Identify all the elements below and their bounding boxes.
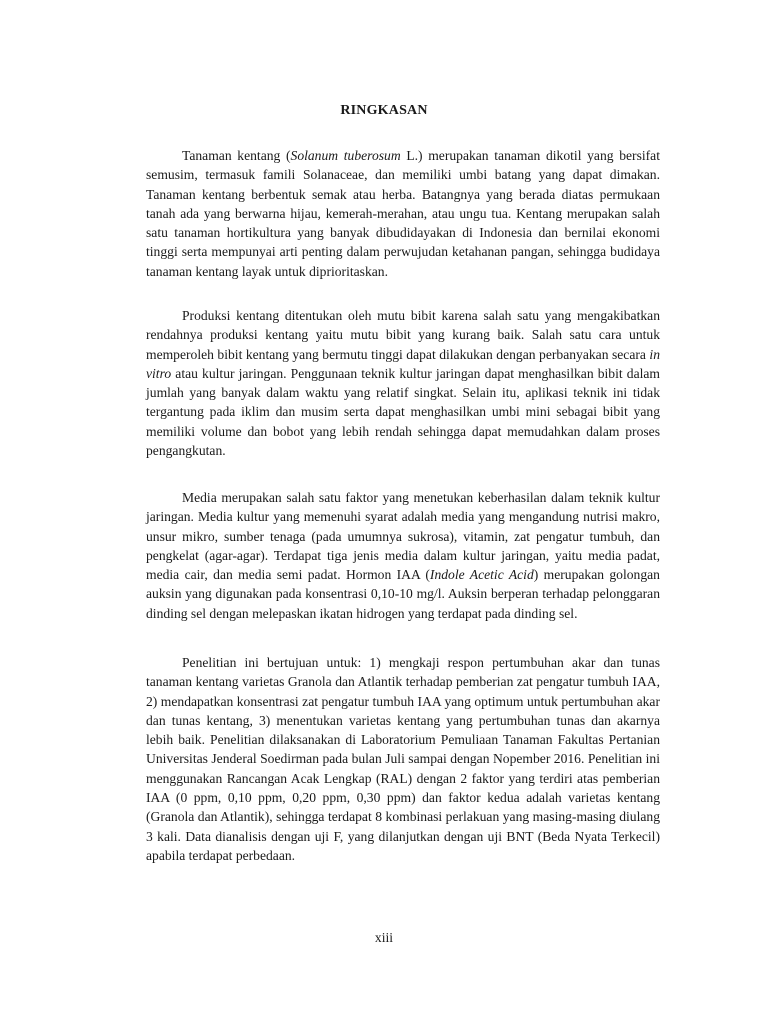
text-run: ) merupakan golongan auksin yang digunakan pada konsentrasi 0,10-10 mg/l. Auksin berperan terhadap pelonggaran dinding sel dengan melepaskan ikatan hidrogen yang terdapat pada dinding sel. [146, 567, 660, 621]
text-run: Produksi kentang ditentukan oleh mutu bibit karena salah satu yang mengakibatkan rendahnya produksi kentang yaitu mutu bibit yang kurang baik. Salah satu cara untuk memperoleh bibit kentang yang bermutu tinggi dapat dilakukan dengan perbanyakan secara [146, 308, 660, 362]
italic-run: in vitro [146, 346, 660, 381]
italic-run: Indole Acetic Acid [429, 567, 534, 583]
paragraph-1 [146, 146, 660, 281]
text-run: Tanaman kentang ( [182, 148, 291, 163]
italic-run: Solanum tuberosum [290, 148, 401, 163]
paragraph-text [146, 653, 660, 865]
text-run: Penelitian ini bertujuan untuk: 1) mengkaji respon pertumbuhan akar dan tunas tanaman kentang varietas Granola dan Atlantik terhadap pemberian zat pengatur tumbuh IAA, 2) mendapatkan konsentrasi zat pengatur tumbuh IAA yang optimum untuk pertumbuhan akar dan tunas kentang, 3) menentukan varietas kentang yang pertumbuhan tunas dan akarnya lebih baik. Penelitian dilaksanakan di Laboratorium Pemuliaan Tanaman Fakultas Pertanian Universitas Jenderal Soedirman pada bulan Juli sampai dengan Nopember 2016. Penelitian ini menggunakan Rancangan Acak Lengkap (RAL) dengan 2 faktor yang terdiri atas pemberian IAA (0 ppm, 0,10 ppm, 0,20 ppm, 0,30 ppm) dan faktor kedua adalah varietas kentang (Granola dan Atlantik), sehingga terdapat 8 kombinasi perlakuan yang masing-masing diulang 3 kali. Data dianalisis dengan uji F, yang dilanjutkan dengan uji BNT (Beda Nyata Terkecil) apabila terdapat perbedaan. [146, 655, 660, 863]
paragraph-text [146, 146, 660, 281]
page-title: RINGKASAN [340, 103, 428, 118]
paragraph-4 [146, 653, 660, 865]
text-run: atau kultur jaringan. Penggunaan teknik kultur jaringan dapat menghasilkan bibit dalam jumlah yang banyak dalam waktu yang relatif singkat. Selain itu, aplikasi teknik ini tidak tergantung pada iklim dan musim serta dapat menghasilkan umbi mini sebagai bibit yang memiliki volume dan bobot yang lebih rendah sehingga dapat memudahkan dalam proses pengangkutan. [146, 365, 660, 459]
text-run: Media merupakan salah satu faktor yang menetukan keberhasilan dalam teknik kultur jaringan. Media kultur yang memenuhi syarat adalah media yang mengandung nutrisi makro, unsur mikro, sumber tenaga (pada umumnya sukrosa), vitamin, zat pengatur tumbuh, dan pengkelat (agar-agar). Terdapat tiga jenis media dalam kultur jaringan, yaitu media padat, media cair, dan media semi padat. Hormon IAA ( [146, 490, 660, 583]
paragraph-3 [146, 488, 660, 623]
paragraph-text [146, 488, 660, 623]
page-number: xiii [374, 930, 394, 945]
paragraph-2 [146, 306, 660, 460]
text-run: L.) merupakan tanaman dikotil yang bersifat semusim, termasuk famili Solanaceae, dan memiliki umbi batang yang dapat dimakan. Tanaman kentang berbentuk semak atau herba. Batangnya yang berada diatas permukaan tanah ada yang berwarna hijau, kemerah-merahan, atau ungu tua. Kentang merupakan salah satu tanaman hortikultura yang banyak dibudidayakan di Indonesia dan bernilai ekonomi tinggi serta mempunyai arti penting dalam perwujudan ketahanan pangan, sehingga budidaya tanaman kentang layak untuk diprioritaskan. [146, 148, 660, 279]
paragraph-text [146, 306, 660, 460]
